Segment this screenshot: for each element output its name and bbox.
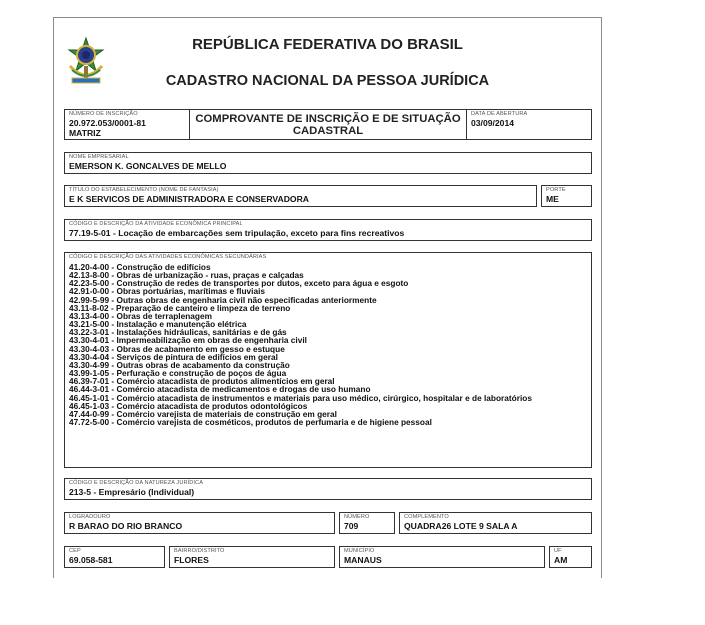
list-item: 46.45-1-01 - Comércio atacadista de instrumentos e materiais para uso médico, cirúrgico, hospitalar e de laboratórios: [69, 392, 532, 403]
list-item: 43.99-1-05 - Perfuração e construção de poços de água: [69, 368, 287, 379]
list-item: 47.44-0-99 - Comércio varejista de materiais de construção em geral: [69, 408, 337, 419]
municipio-value: MANAUS: [344, 555, 382, 565]
republic-title: REPÚBLICA FEDERATIVA DO BRASIL: [192, 36, 463, 53]
list-item: 43.22-3-01 - Instalações hidráulicas, sanitárias e de gás: [69, 327, 287, 338]
logradouro-box: [64, 512, 335, 534]
list-item: 42.91-0-00 - Obras portuárias, marítimas e fluviais: [69, 286, 265, 297]
principal-value: 77.19-5-01 - Locação de embarcações sem tripulação, exceto para fins recreativos: [69, 228, 405, 238]
porte-label: PORTE: [546, 187, 566, 193]
natureza-label: CÓDIGO E DESCRIÇÃO DA NATUREZA JURÍDICA: [69, 480, 204, 486]
inscricao-box: [64, 109, 190, 140]
comprovante-line1: COMPROVANTE DE INSCRIÇÃO E DE SITUAÇÃO: [195, 113, 461, 125]
list-item: 47.72-5-00 - Comércio varejista de cosméticos, produtos de perfumaria e de higiene pessoal: [69, 416, 432, 427]
list-item: 43.30-4-99 - Outras obras de acabamento da construção: [69, 359, 290, 370]
list-item: 43.30-4-03 - Obras de acabamento em gesso e estuque: [69, 343, 285, 354]
list-item: 43.21-5-00 - Instalação e manutenção elétrica: [69, 319, 247, 330]
fantasia-value: E K SERVICOS DE ADMINISTRADORA E CONSERVADORA: [69, 194, 310, 204]
porte-value: ME: [546, 194, 559, 204]
numero-value: 709: [344, 521, 359, 531]
cep-label: CEP: [69, 548, 81, 554]
fantasia-box: [64, 185, 537, 207]
list-item: 41.20-4-00 - Construção de edifícios: [69, 262, 211, 272]
principal-box: [64, 219, 592, 241]
cep-value: 69.058-581: [69, 555, 113, 565]
cnpj-document: [53, 17, 602, 578]
comprovante-box: [189, 109, 467, 140]
secundarias-list: [69, 263, 532, 426]
municipio-label: MUNICÍPIO: [344, 548, 375, 554]
nome-label: NOME EMPRESARIAL: [69, 154, 129, 160]
list-item: 43.30-4-01 - Impermeabilização em obras de engenharia civil: [69, 335, 307, 346]
bairro-value: FLORES: [174, 555, 209, 565]
list-item: 43.11-8-02 - Preparação de canteiro e limpeza de terreno: [69, 302, 291, 313]
inscricao-type: MATRIZ: [69, 128, 101, 138]
porte-box: [541, 185, 592, 207]
list-item: 43.13-4-00 - Obras de terraplenagem: [69, 310, 212, 321]
comprovante-title: [190, 113, 466, 137]
natureza-value: 213-5 - Empresário (Individual): [69, 487, 195, 497]
list-item: 42.23-5-00 - Construção de redes de transportes por dutos, exceto para água e esgoto: [69, 278, 409, 289]
complemento-value: QUADRA26 LOTE 9 SALA A: [404, 521, 518, 531]
fantasia-label: TÍTULO DO ESTABELECIMENTO (NOME DE FANTASIA): [69, 187, 219, 193]
secundarias-box: [64, 252, 592, 468]
abertura-value: 03/09/2014: [471, 118, 515, 128]
cep-box: [64, 546, 165, 568]
uf-value: AM: [554, 555, 568, 565]
inscricao-label: NÚMERO DE INSCRIÇÃO: [69, 111, 138, 117]
abertura-label: DATA DE ABERTURA: [471, 111, 528, 117]
bairro-box: [169, 546, 335, 568]
nome-box: [64, 152, 592, 174]
principal-label: CÓDIGO E DESCRIÇÃO DA ATIVIDADE ECONÔMICA PRINCIPAL: [69, 221, 243, 227]
logradouro-label: LOGRADOURO: [69, 514, 111, 520]
bairro-label: BAIRRO/DISTRITO: [174, 548, 225, 554]
cadastro-title: CADASTRO NACIONAL DA PESSOA JURÍDICA: [165, 73, 490, 89]
comprovante-line2: CADASTRAL: [292, 125, 364, 137]
complemento-box: [399, 512, 592, 534]
municipio-box: [339, 546, 545, 568]
list-item: 42.99-5-99 - Outras obras de engenharia civil não especificadas anteriormente: [69, 294, 377, 305]
nome-value: EMERSON K. GONCALVES DE MELLO: [69, 161, 227, 171]
complemento-label: COMPLEMENTO: [404, 514, 449, 520]
inscricao-number: 20.972.053/0001-81: [69, 118, 146, 128]
uf-box: [549, 546, 592, 568]
list-item: 46.44-3-01 - Comércio atacadista de medicamentos e drogas de uso humano: [69, 384, 371, 395]
list-item: 46.45-1-03 - Comércio atacadista de produtos odontológicos: [69, 400, 308, 411]
natureza-box: [64, 478, 592, 500]
uf-label: UF: [554, 548, 562, 554]
list-item: 43.30-4-04 - Serviços de pintura de edifícios em geral: [69, 351, 278, 362]
secundarias-label: CÓDIGO E DESCRIÇÃO DAS ATIVIDADES ECONÔMICAS SECUNDÁRIAS: [69, 254, 267, 260]
abertura-box: [466, 109, 592, 140]
numero-box: [339, 512, 395, 534]
logradouro-value: R BARAO DO RIO BRANCO: [69, 521, 183, 531]
list-item: 42.13-8-00 - Obras de urbanização - ruas, praças e calçadas: [69, 270, 304, 281]
list-item: 46.39-7-01 - Comércio atacadista de produtos alimentícios em geral: [69, 376, 335, 387]
numero-label: NÚMERO: [344, 514, 370, 520]
